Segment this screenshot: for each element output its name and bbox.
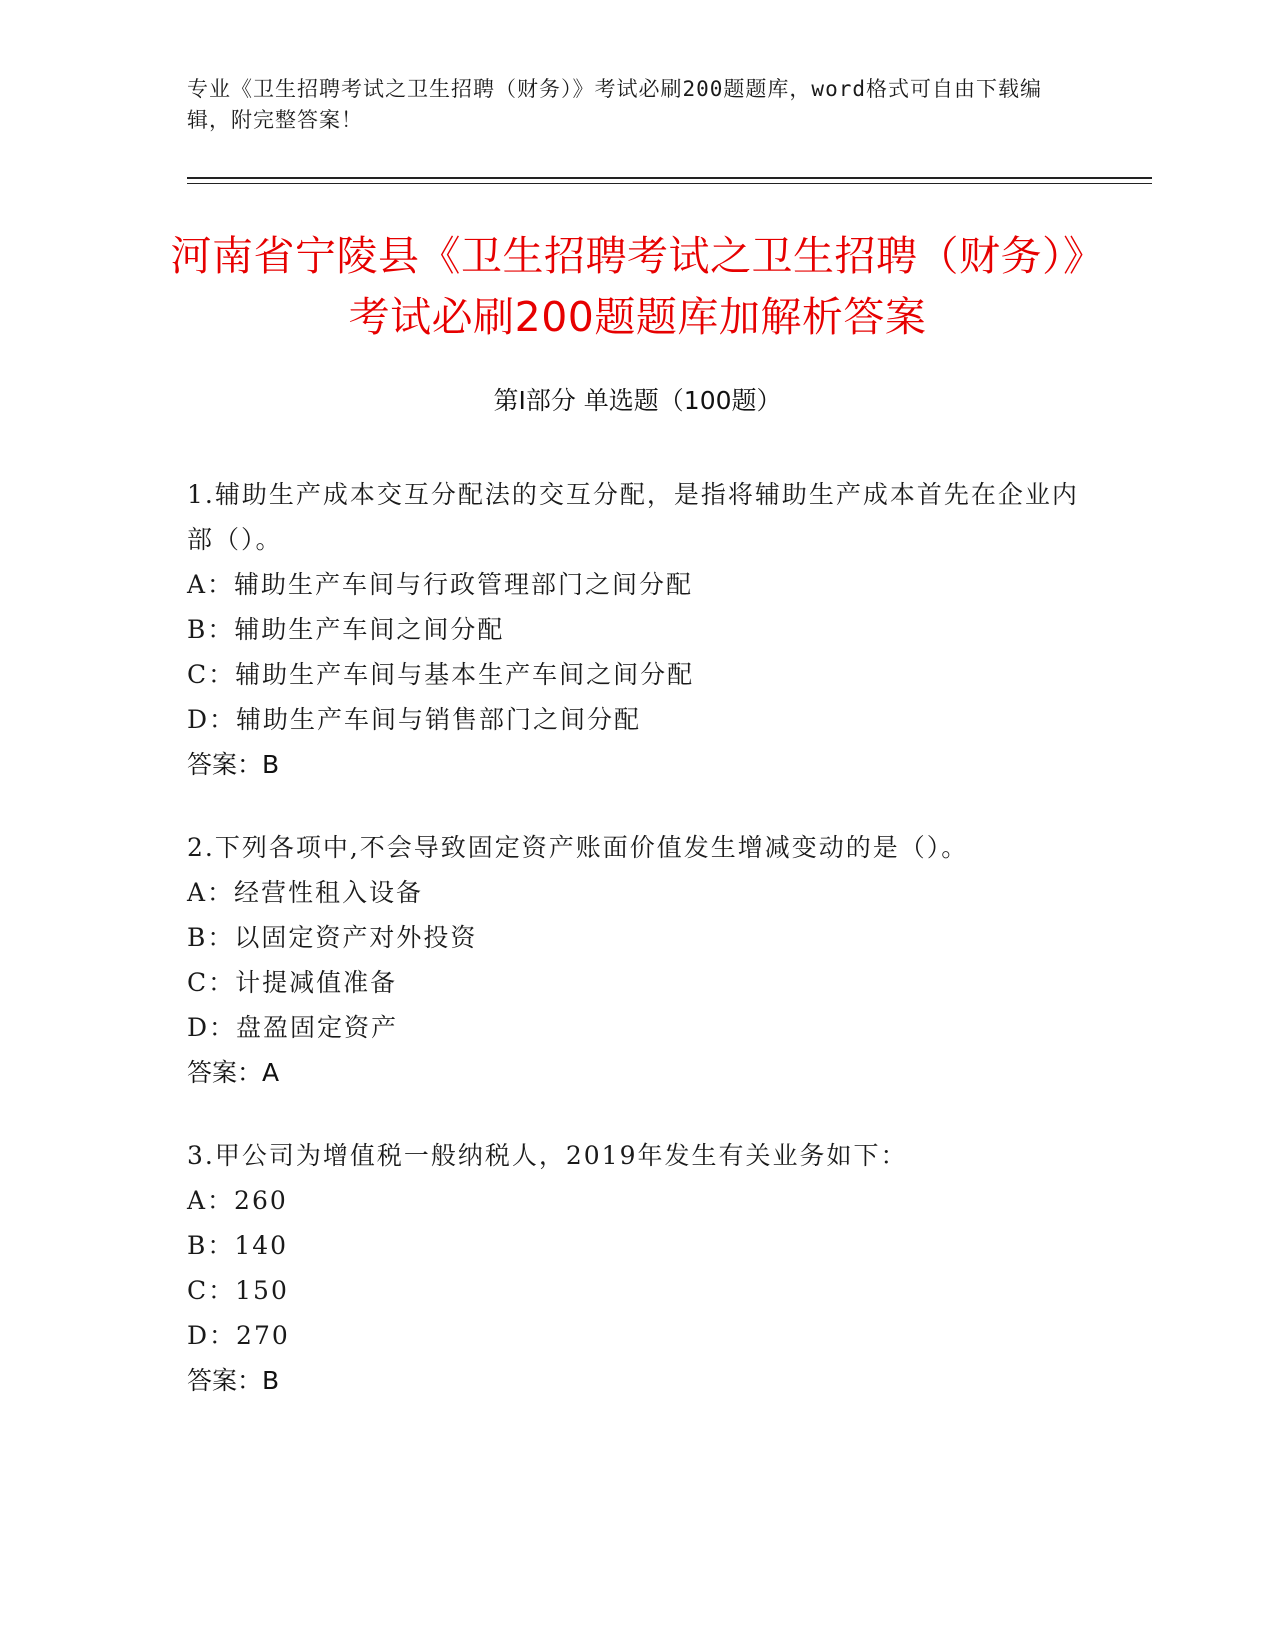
question-1 [187, 472, 1087, 787]
option-b: B：以固定资产对外投资 [187, 923, 478, 952]
option-c: C：辅助生产车间与基本生产车间之间分配 [187, 660, 695, 689]
question-stem: 3.甲公司为增值税一般纳税人，2019年发生有关业务如下： [187, 1141, 908, 1170]
answer: 答案：B [187, 750, 280, 779]
option-b: B：140 [187, 1231, 289, 1260]
header-rule-thick [187, 177, 1152, 179]
answer: 答案：A [187, 1058, 280, 1087]
question-stem: 2.下列各项中,不会导致固定资产账面价值发生增减变动的是（）。 [187, 833, 969, 862]
option-a: A：辅助生产车间与行政管理部门之间分配 [187, 570, 694, 599]
option-d: D：盘盈固定资产 [187, 1013, 399, 1042]
header-note: 专业《卫生招聘考试之卫生招聘（财务）》考试必刷200题题库，word格式可自由下载编辑，附完整答案！ [187, 77, 1042, 132]
question-2 [187, 825, 1087, 1095]
document-title: 河南省宁陵县《卫生招聘考试之卫生招聘（财务）》考试必刷200题题库加解析答案 [170, 232, 1105, 341]
option-d: D：辅助生产车间与销售部门之间分配 [187, 705, 642, 734]
question-3 [187, 1133, 1087, 1403]
answer: 答案：B [187, 1366, 280, 1395]
section-title: 第Ⅰ部分 单选题（100题） [493, 386, 782, 415]
option-b: B：辅助生产车间之间分配 [187, 615, 505, 644]
header-rule-thin [187, 183, 1152, 184]
option-c: C：计提减值准备 [187, 968, 398, 997]
option-d: D：270 [187, 1321, 290, 1350]
option-a: A：经营性租入设备 [187, 878, 424, 907]
question-list [187, 472, 1087, 1441]
option-c: C：150 [187, 1276, 289, 1305]
option-a: A：260 [187, 1186, 288, 1215]
question-stem: 1.辅助生产成本交互分配法的交互分配，是指将辅助生产成本首先在企业内部（）。 [187, 480, 1079, 554]
